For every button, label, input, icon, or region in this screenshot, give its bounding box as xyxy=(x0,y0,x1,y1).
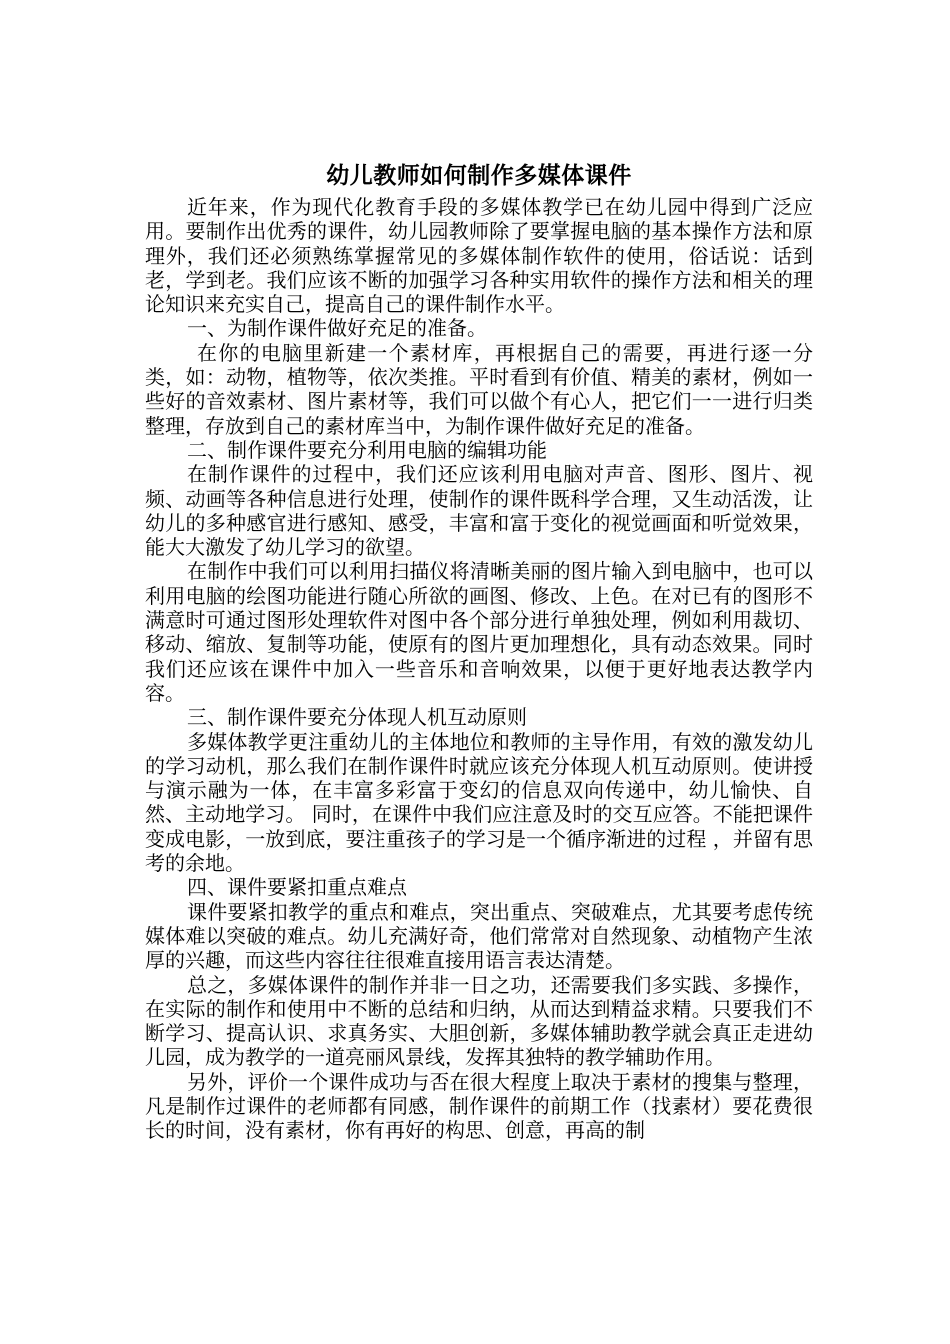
section-4-paragraph: 课件要紧扣教学的重点和难点，突出重点、突破难点，尤其要考虑传统媒体难以突破的难点。幼儿充满好奇，他们常常对自然现象、动植物产生浓厚的兴趣，而这些内容往往很难直接用语言表达清楚。 xyxy=(145,899,813,973)
section-3-heading: 三、制作课件要充分体现人机互动原则 xyxy=(187,705,527,730)
document-body xyxy=(145,158,813,1143)
section-1-paragraph: 在你的电脑里新建一个素材库，再根据自己的需要，再进行逐一分类，如：动物，植物等，依次类推。平时看到有价值、精美的素材，例如一些好的音效素材、图片素材等，我们可以做个有心人，把它们一一进行归类整理，存放到自己的素材库当中，为制作课件做好充足的准备。 xyxy=(145,340,813,438)
section-3-paragraph: 多媒体教学更注重幼儿的主体地位和教师的主导作用，有效的激发幼儿的学习动机，那么我们在制作课件时就应该充分体现人机互动原则。使讲授与演示融为一体，在丰富多彩富于变幻的信息双向传递中，幼儿愉快、自然、主动地学习。 同时，在课件中我们应注意及时的交互应答。不能把课件变成电影，一放到底，要注重孩子的学习是一个循序渐进的过程 ，并留有思考的余地。 xyxy=(145,729,813,876)
section-1-heading: 一、为制作课件做好充足的准备。 xyxy=(187,316,487,341)
additional-paragraph: 另外，评价一个课件成功与否在很大程度上取决于素材的搜集与整理，凡是制作过课件的老师都有同感，制作课件的前期工作（找素材）要花费很长的时间，没有素材，你有再好的构思、创意，再高的制 xyxy=(145,1069,813,1143)
section-4-heading: 四、课件要紧扣重点难点 xyxy=(187,875,407,900)
section-2-paragraph-2: 在制作中我们可以利用扫描仪将清晰美丽的图片输入到电脑中，也可以利用电脑的绘图功能进行随心所欲的画图、修改、上色。在对已有的图形不满意时可通过图形处理软件对图中各个部分进行单独处理，例如利用裁切、移动、缩放、复制等功能，使原有的图片更加理想化，具有动态效果。同时我们还应该在课件中加入一些音乐和音响效果，以便于更好地表达教学内容。 xyxy=(145,559,813,705)
intro-paragraph: 近年来，作为现代化教育手段的多媒体教学已在幼儿园中得到广泛应用。要制作出优秀的课件，幼儿园教师除了要掌握电脑的基本操作方法和原理外，我们还必须熟练掌握常见的多媒体制作软件的使用，俗话说：话到老，学到老。我们应该不断的加强学习各种实用软件的操作方法和相关的理论知识来充实自己，提高自己的课件制作水平。 xyxy=(145,195,813,317)
section-2-heading: 二、制作课件要充分利用电脑的编辑功能 xyxy=(187,437,547,462)
section-2-paragraph-1: 在制作课件的过程中，我们还应该利用电脑对声音、图形、图片、视频、动画等各种信息进行处理，使制作的课件既科学合理，又生动活泼，让幼儿的多种感官进行感知、感受，丰富和富于变化的视觉画面和听觉效果，能大大激发了幼儿学习的欲望。 xyxy=(145,462,813,560)
conclusion-paragraph: 总之，多媒体课件的制作并非一日之功，还需要我们多实践、多操作，在实际的制作和使用中不断的总结和归纳，从而达到精益求精。只要我们不断学习、提高认识、求真务实、大胆创新，多媒体辅助教学就会真正走进幼儿园，成为教学的一道亮丽风景线，发挥其独特的教学辅助作用。 xyxy=(145,972,813,1070)
document-title: 幼儿教师如何制作多媒体课件 xyxy=(326,163,632,189)
